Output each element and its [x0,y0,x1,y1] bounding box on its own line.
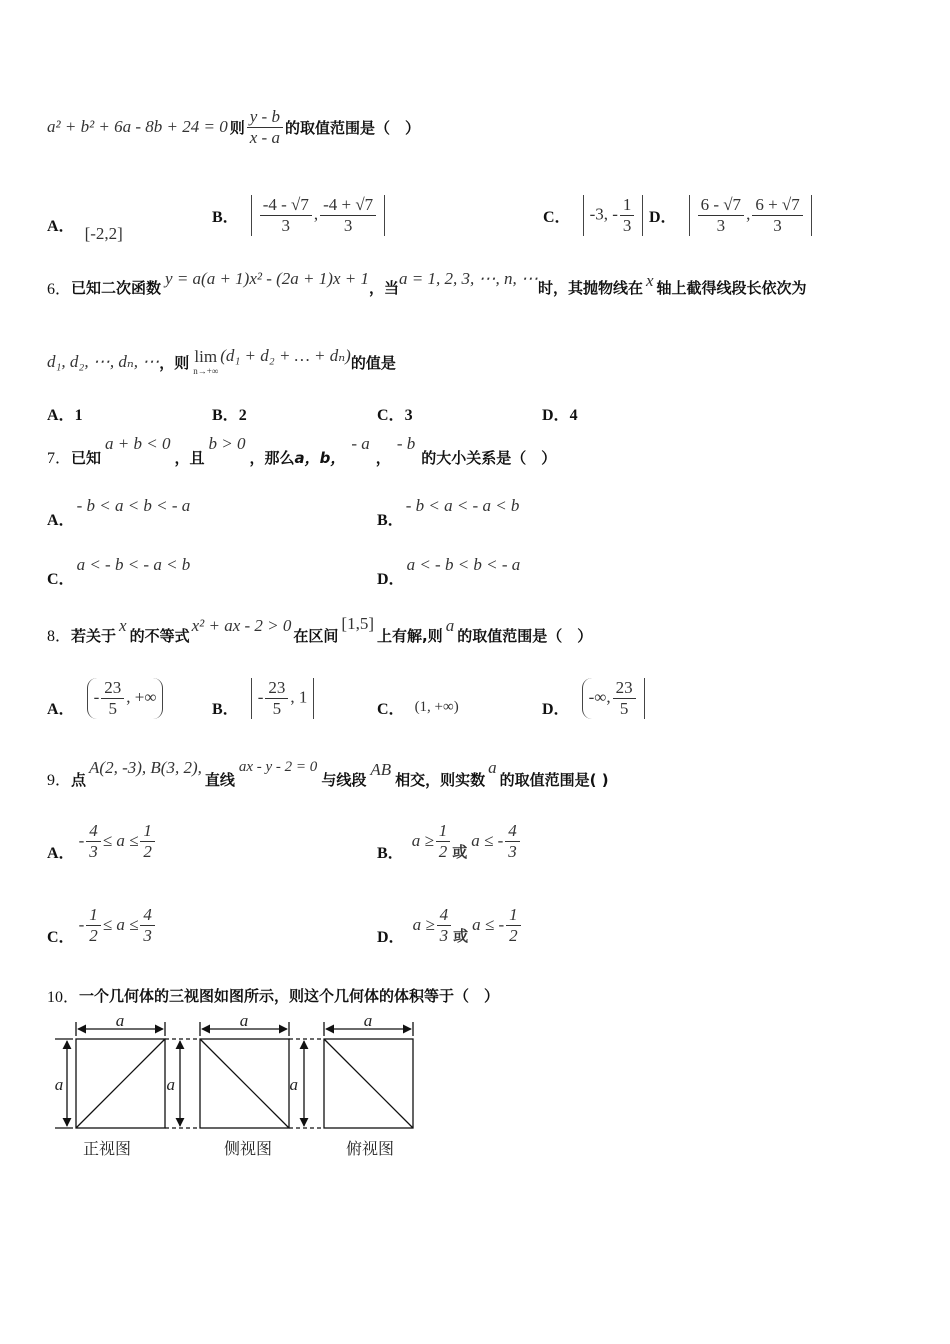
q9-text2: 直线 [204,771,235,789]
q9-option-a-num1: 4 [86,821,101,842]
top-width-label: a [363,1011,373,1030]
q9-option-c[interactable] [47,898,157,952]
q9-text3: 与线段 [321,771,367,789]
q7-option-c-label: C． [47,571,75,588]
q8-text2: 的不等式 [129,627,190,645]
q5-frac-num: y - b [247,107,283,128]
q9-line: ax - y - 2 = 0 [238,759,318,775]
side-width-label: a [239,1011,249,1030]
q8-option-c-value: (1, +∞) [414,698,459,715]
q8-option-a-label: A． [47,700,75,718]
q7-number: 7． [47,450,72,467]
q9-option-b-den2: 3 [508,841,517,861]
q7-text1: 已知 [71,449,102,467]
q9-option-c-num2: 4 [140,905,155,926]
q7-option-d-label: D． [377,571,405,588]
q6-stem-line2 [47,342,396,382]
q9-option-d-den1: 3 [439,925,449,945]
q5-option-d-den2: 3 [773,215,782,235]
q9-stem [47,756,609,790]
q5-then: 则 [229,118,245,137]
q8-option-b-post: , 1 [290,686,308,706]
q6-option-c-value: 3 [404,407,413,424]
q8-option-a-post: , +∞ [126,686,157,706]
q9-option-d-num2: 1 [506,905,521,926]
q9-option-a-den1: 3 [89,841,98,861]
q9-option-c-den2: 3 [143,925,152,945]
q7-ab: a，b， [294,449,346,467]
q8-inequality: x² + ax - 2 > 0 [191,616,292,635]
q8-x: x [119,616,127,635]
q6-text6: 的值是 [350,353,396,372]
q6-text1: 已知二次函数 [71,278,162,297]
q8-number: 8． [47,628,72,645]
q5-question: 的取值范围是（ ） [284,118,420,137]
q6-text3: 时，其抛物线在 [537,278,643,297]
q9-option-b[interactable] [377,814,522,868]
q6-options [47,402,647,426]
q7-text2: ，且 [174,449,205,467]
q9-text1: 点 [71,771,87,789]
front-view-diagonal [76,1039,165,1128]
q6-limit [193,348,218,376]
q8-option-a[interactable] [47,672,163,724]
q5-option-c-num: 1 [620,195,635,216]
q6-option-c[interactable] [377,402,413,425]
q8-a: a [445,616,455,635]
q7-option-a[interactable] [47,494,190,530]
q5-option-c-value [583,195,644,236]
q8-option-b-num: 23 [265,678,288,699]
q8-option-c[interactable] [377,672,459,724]
q7-cond2: b > 0 [208,434,246,453]
q8-option-d-pre: -∞, [588,686,611,706]
q5-option-b-den1: 3 [281,215,291,235]
q7-option-d-value: a < - b < b < - a [406,555,521,574]
q6-option-c-label: C． [377,407,405,424]
q5-options [47,186,907,246]
q7-option-d[interactable] [377,553,520,589]
q8-text4: 上有解,则 [376,627,443,645]
q9-option-b-label: B． [377,844,404,862]
q9-option-a-num2: 1 [140,821,155,842]
q8-option-d-num: 23 [613,678,636,699]
q8-option-d-label: D． [542,700,570,718]
q5-option-a[interactable] [47,204,123,244]
q9-option-c-num1: 1 [86,905,101,926]
q8-option-a-num: 23 [101,678,124,699]
q8-option-a-value [87,678,164,719]
top-height-label: a [289,1075,298,1094]
q9-option-d-pre: a ≥ [412,915,435,934]
q9-option-a-den2: 2 [143,841,152,861]
q9-option-c-value [79,905,157,946]
q9-text4: 相交，则实数 [395,771,486,789]
q8-option-d-value [582,678,645,719]
q7-option-b[interactable] [377,494,519,530]
q7-option-b-value: - b < a < - a < b [405,496,520,515]
q9-option-b-den1: 2 [438,841,448,861]
q8-text1: 若关于 [71,627,117,645]
q7-text4: 的大小关系是（ ） [421,449,557,467]
q7-sep: ， [375,449,391,467]
q9-option-b-num2: 4 [505,821,520,842]
q8-stem [47,614,592,646]
q9-option-b-value [412,821,522,862]
q9-option-c-label: C． [47,928,75,946]
q7-option-a-value: - b < a < b < - a [76,496,191,515]
q5-option-d-value: $\frac{6 - √7}{3}$ , $\frac{6 + √7}{3}$ [689,195,812,236]
q9-option-c-pre: - [78,915,85,934]
q7-option-b-label: B． [377,512,404,529]
q5-option-c-label: C． [543,208,571,226]
q5-option-a-value: [-2,2] [84,224,123,243]
q6-option-a-label: A． [47,407,75,424]
q5-condition: a² + b² + 6a - 8b + 24 = 0 [47,117,228,136]
q9-option-c-den1: 2 [89,925,98,945]
q5-option-c[interactable] [543,186,643,244]
top-view-label: 俯视图 [345,1139,395,1158]
q5-option-d-num1: 6 - √7 [698,195,745,216]
q9-option-a-mid: ≤ a ≤ [102,831,139,850]
q6-option-b[interactable] [212,402,247,425]
front-width-label: a [115,1011,125,1030]
side-view-diagonal [200,1039,289,1128]
q5-option-b-den2: 3 [343,215,353,235]
q9-option-d-or: 或 [453,926,469,945]
q9-option-a-label: A． [47,844,75,862]
q7-option-c[interactable] [47,553,190,589]
q8-option-a-den: 5 [108,698,117,718]
q9-number: 9． [47,772,72,789]
q9-points: A(2, -3), B(3, 2), [89,758,202,777]
q7-text3: ，那么 [249,449,295,467]
q6-text2: ，当 [368,278,399,297]
front-view-label: 正视图 [82,1139,132,1158]
q9-option-b-num1: 1 [436,821,451,842]
q9-option-d-mid: a ≤ - [472,915,505,934]
q6-option-a-value: 1 [74,407,83,424]
q9-option-a-pre: - [78,831,85,850]
q9-a: a [488,758,497,777]
q8-option-b[interactable] [212,672,314,724]
q5-option-a-label: A． [47,217,75,235]
q5-fraction [247,107,283,148]
q5-stem [47,103,420,151]
q8-interval: [1,5] [341,614,374,633]
q9-option-d[interactable] [377,898,523,952]
q6-text5: ，则 [159,353,190,372]
top-view-diagonal [324,1039,413,1128]
q7-cond1: a + b < 0 [105,434,171,453]
q7-stem [47,436,556,468]
q8-option-d-den: 5 [619,698,629,718]
q10-text: 一个几何体的三视图如图所示，则这个几何体的体积等于（ ） [79,986,500,1005]
q5-option-b-value: $\frac{-4 - √7}{3}$ , $\frac{-4 + √7}{3}$ [251,195,386,236]
q9-option-d-label: D． [377,928,405,946]
side-view-label: 侧视图 [223,1139,273,1158]
q5-option-b-num2: -4 + √7 [320,195,376,216]
q6-lim-expr: (d₁ + d₂ + … + dₙ) [220,346,351,365]
side-height-label: a [166,1075,175,1094]
q6-a-values: a = 1, 2, 3, ⋯, n, ⋯ [398,269,538,288]
q6-function: y = a(a + 1)x² - (2a + 1)x + 1 [165,269,369,288]
three-view-figure [45,1010,425,1165]
q5-option-b-num1: -4 - √7 [260,195,312,216]
q8-text3: 在区间 [293,627,339,645]
q8-option-b-value [251,678,315,719]
q5-option-b[interactable] [212,186,385,244]
q9-option-a-value [79,821,157,862]
q6-text4: 轴上截得线段长依次为 [656,278,807,297]
q8-option-d[interactable] [542,672,645,724]
q9-ab: AB [370,760,392,779]
q6-lim: lim [194,347,218,366]
q8-option-c-label: C． [377,700,405,718]
q6-number: 6． [47,280,72,298]
q8-option-b-pre: - [257,686,264,706]
q8-option-b-label: B． [212,700,239,718]
q8-option-a-pre: - [93,686,100,706]
q8-options [47,672,667,728]
q6-option-a[interactable] [47,402,83,425]
q9-option-d-value [413,905,523,946]
q9-option-b-pre: a ≥ [411,831,434,850]
q7-option-c-value: a < - b < - a < b [76,555,191,574]
q6-lim-sub: n→+∞ [193,366,219,376]
q7-neg-a: - a [351,434,370,453]
q9-option-d-num1: 4 [437,905,452,926]
q9-options [47,814,747,954]
q6-stem-line1 [47,269,807,302]
q9-option-b-or: 或 [452,842,468,861]
q5-frac-den: x - a [249,127,280,147]
q5-option-d-label: D． [649,208,677,226]
q9-option-c-mid: ≤ a ≤ [102,915,139,934]
q5-option-c-den: 3 [622,215,632,235]
q6-option-d-value: 4 [569,407,578,424]
q6-option-b-value: 2 [238,407,247,424]
q5-option-d-num2: 6 + √7 [752,195,802,216]
q6-option-b-label: B． [212,407,239,424]
q6-x: x [645,271,654,290]
q5-option-d[interactable] [649,186,812,244]
q5-option-b-label: B． [212,208,239,226]
q8-option-b-den: 5 [272,698,282,718]
q9-option-b-mid: a ≤ - [471,831,504,850]
q5-option-c-pre: -3, - [589,203,618,223]
q9-option-d-den2: 2 [509,925,518,945]
q5-option-d-den1: 3 [716,215,726,235]
q9-option-a[interactable] [47,814,157,868]
q10-stem [47,984,499,1006]
q6-sequence: d₁, d₂, ⋯, dₙ, ⋯ [47,352,160,371]
q8-text5: 的取值范围是（ ） [457,627,593,645]
front-height-label: a [54,1075,64,1094]
q7-option-a-label: A． [47,512,75,529]
q7-options [47,494,747,594]
q10-number: 10． [47,988,80,1006]
q7-neg-b: - b [396,434,416,453]
q6-option-d[interactable] [542,402,578,425]
q9-text5: 的取值范围是( ) [499,771,609,789]
q6-option-d-label: D． [542,407,570,424]
